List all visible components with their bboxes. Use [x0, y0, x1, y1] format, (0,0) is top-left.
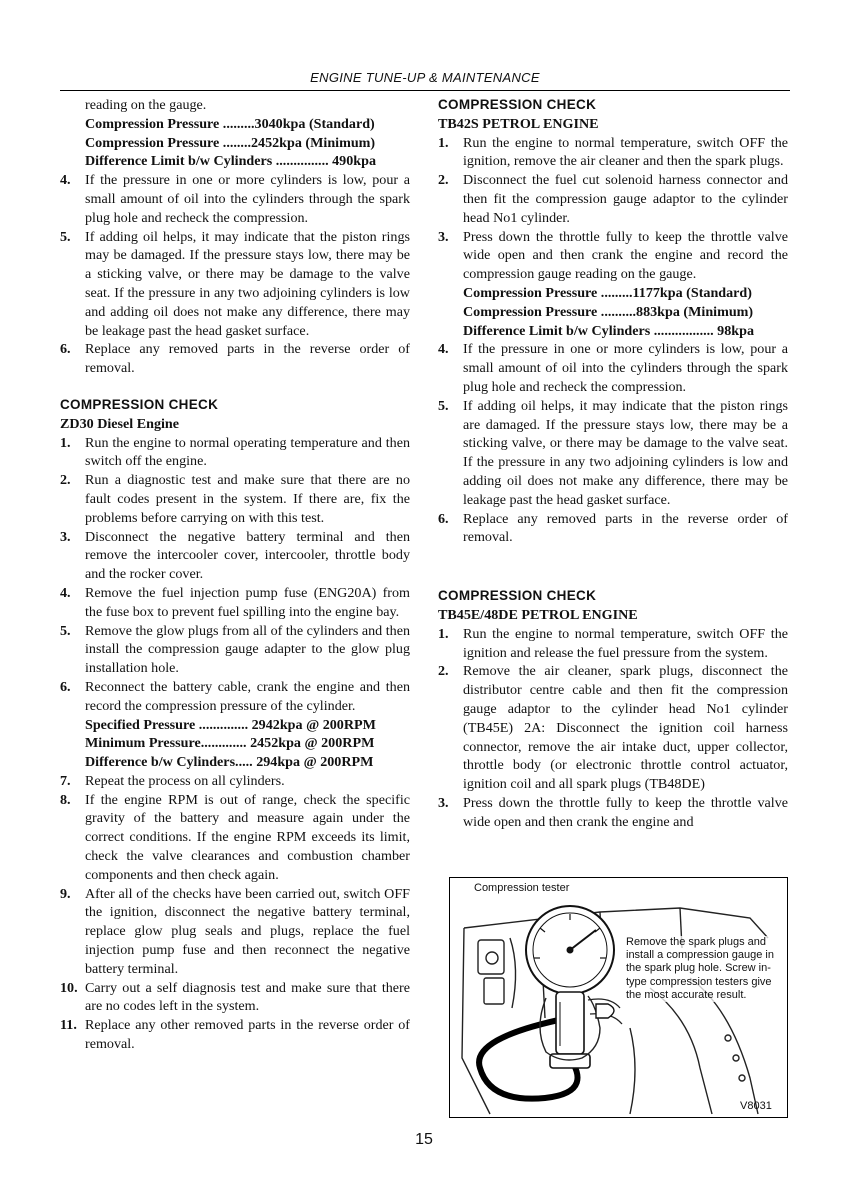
step-text: Run the engine to normal operating temperature and then switch off the engine. — [85, 434, 410, 470]
spec-line: Compression Pressure .........1177kpa (Standard) — [463, 284, 752, 301]
list-item — [60, 171, 410, 227]
step-list — [438, 134, 788, 284]
list-item — [60, 791, 410, 885]
step-number: 1. — [438, 134, 449, 151]
figure-code: V8031 — [740, 1100, 772, 1112]
list-item — [438, 794, 788, 832]
step-number: 10. — [60, 979, 78, 996]
left-column — [60, 96, 410, 1054]
step-text: Press down the throttle fully to keep the throttle valve wide open and then crank the engine and — [463, 794, 788, 830]
step-number: 2. — [438, 663, 449, 680]
step-number: 4. — [438, 341, 449, 358]
step-number: 7. — [60, 772, 71, 789]
list-item — [60, 1016, 410, 1054]
page-number: 15 — [415, 1131, 433, 1148]
section-subtitle: TB42S PETROL ENGINE — [438, 115, 599, 132]
list-item — [60, 584, 410, 622]
list-item — [438, 340, 788, 396]
step-text: If the pressure in one or more cylinders is low, pour a small amount of oil into the cylinders through the spark plug hole and recheck the compression. — [463, 341, 788, 395]
step-text: Run the engine to normal temperature, switch OFF the ignition, remove the air cleaner and then the spark plugs. — [463, 134, 788, 170]
step-number: 11. — [60, 1017, 77, 1034]
spacer — [438, 547, 788, 587]
step-number: 2. — [438, 172, 449, 189]
step-text: Press down the throttle fully to keep the throttle valve wide open and then crank the engine and record the compression gauge reading on the gauge. — [463, 228, 788, 283]
step-text: Remove the fuel injection pump fuse (ENG20A) from the fuse box to prevent fuel spilling into the engine bay. — [85, 584, 410, 620]
section-title: COMPRESSION CHECK — [438, 97, 597, 112]
step-text: Run a diagnostic test and make sure that there are no fault codes present in the system. If there are, fix the problems before carrying on with this test. — [85, 472, 410, 526]
step-number: 3. — [438, 794, 449, 811]
figure-note: Remove the spark plugs and install a compression gauge in the spark plug hole. Screw in-type compression testers give the most accurate result. — [626, 936, 786, 1002]
list-item — [438, 171, 788, 227]
step-text: Disconnect the fuel cut solenoid harness connector and then fit the compression gauge adaptor to the cylinder head No1 cylinder. — [463, 172, 788, 226]
list-item — [438, 397, 788, 510]
step-number: 8. — [60, 791, 71, 808]
section-title: COMPRESSION CHECK — [438, 588, 597, 604]
step-list — [60, 434, 410, 716]
step-number: 3. — [60, 528, 71, 545]
step-text: Run the engine to normal temperature, switch OFF the ignition and release the fuel pressure from the system. — [463, 625, 788, 661]
step-number: 1. — [60, 434, 71, 451]
step-number: 6. — [60, 341, 71, 358]
spec-line: Compression Pressure .........3040kpa (Standard) — [85, 115, 375, 132]
spec-line: Specified Pressure .............. 2942kpa @ 200RPM — [85, 716, 376, 733]
step-text: Carry out a self diagnosis test and make sure that there are no codes left in the system. — [85, 979, 410, 1015]
spec-line: Minimum Pressure............. 2452kpa @ 200RPM — [85, 735, 375, 752]
step-list — [438, 625, 788, 832]
list-item — [60, 471, 410, 527]
step-text: Replace any removed parts in the reverse order of removal. — [463, 510, 788, 546]
spec-line: Difference Limit b/w Cylinders ............... 490kpa — [85, 153, 377, 170]
right-column — [438, 96, 788, 831]
step-number: 5. — [438, 397, 449, 414]
step-number: 9. — [60, 885, 71, 902]
list-item — [438, 662, 788, 794]
step-text: Disconnect the negative battery terminal and then remove the intercooler cover, intercooler, throttle body and the rocker cover. — [85, 528, 410, 583]
step-number: 5. — [60, 228, 71, 245]
step-text: Repeat the process on all cylinders. — [85, 772, 285, 789]
step-text: If adding oil helps, it may indicate that the piston rings are damaged. If the pressure stays low, there may be a sticking valve, or there may be damage to the valve seat. If the pressure in any two adjoining cylinders is low and adding oil does not make any difference, there may be leakage past the head gasket surface. — [463, 397, 788, 508]
list-item — [438, 625, 788, 663]
list-item — [60, 434, 410, 472]
spec-line: Difference Limit b/w Cylinders ................. 98kpa — [463, 322, 755, 339]
step-number: 3. — [438, 228, 449, 245]
spec-line: Compression Pressure ........2452kpa (Minimum) — [85, 134, 376, 151]
step-number: 5. — [60, 622, 71, 639]
list-item — [438, 510, 788, 548]
step-number: 2. — [60, 472, 71, 489]
step-list — [438, 340, 788, 547]
list-item — [60, 772, 410, 791]
section-title: COMPRESSION CHECK — [60, 396, 219, 412]
step-text: If the pressure in one or more cylinders is low, pour a small amount of oil into the cylinders through the spark plug hole and recheck the compression. — [85, 172, 410, 226]
step-text: Replace any other removed parts in the reverse order of removal. — [85, 1017, 410, 1053]
list-item — [60, 678, 410, 716]
step-number: 1. — [438, 625, 449, 642]
page-header: ENGINE TUNE-UP & MAINTENANCE — [310, 70, 540, 85]
list-item — [60, 622, 410, 678]
figure-caption: Compression tester — [474, 882, 570, 894]
spacer — [60, 378, 410, 396]
list-item — [60, 979, 410, 1017]
step-text: If the engine RPM is out of range, check the specific gravity of the battery and measure again under the correct conditions. If the engine RPM exceeds its limit, check the valve clearances and combustion chamber components and then check again. — [85, 791, 410, 883]
step-text: If adding oil helps, it may indicate that the piston rings may be damaged. If the pressure stays low, there may be a sticking valve, or there may be damage to the valve seat. If the pressure in any two adjoining cylinders is low and adding oil does not make any difference, there may be leakage past the head gasket surface. — [85, 228, 410, 339]
step-text: Remove the air cleaner, spark plugs, disconnect the distributor centre cable and then fit the compression gauge adaptor to the cylinder head No1 cylinder (TB45E) 2A: Disconnect the ignition coil harness connector, remove the air intake duct, upper collector, throttle body (or electronic throttle control actuator, ignition coil and all spark plugs (TB48DE) — [463, 663, 788, 793]
step-number: 4. — [60, 172, 71, 189]
list-item — [60, 340, 410, 378]
spec-line: Difference b/w Cylinders..... 294kpa @ 200RPM — [85, 754, 374, 771]
list-item — [60, 528, 410, 584]
continued-text: reading on the gauge. — [85, 97, 207, 113]
compression-tester-figure — [449, 877, 788, 1118]
list-item — [438, 134, 788, 172]
section-subtitle: TB45E/48DE PETROL ENGINE — [438, 606, 638, 623]
step-number: 6. — [438, 510, 449, 527]
spec-line: Compression Pressure ..........883kpa (Minimum) — [463, 303, 754, 320]
step-list — [60, 171, 410, 378]
list-item — [60, 228, 410, 341]
step-list — [60, 772, 410, 1054]
section-subtitle: ZD30 Diesel Engine — [60, 415, 180, 432]
step-number: 6. — [60, 678, 71, 695]
header-rule — [60, 90, 790, 91]
list-item — [60, 885, 410, 979]
step-text: Remove the glow plugs from all of the cylinders and then install the compression gauge adapter to the glow plug installation hole. — [85, 622, 410, 677]
step-text: Replace any removed parts in the reverse order of removal. — [85, 341, 410, 377]
step-text: Reconnect the battery cable, crank the engine and then record the compression pressure of the cylinder. — [85, 678, 410, 714]
list-item — [438, 228, 788, 284]
step-number: 4. — [60, 584, 71, 601]
step-text: After all of the checks have been carried out, switch OFF the ignition, disconnect the negative battery terminal, replace glow plug seals and plugs, replace the fuel injection pump fuse and then reconnect the negative battery terminal. — [85, 885, 410, 977]
